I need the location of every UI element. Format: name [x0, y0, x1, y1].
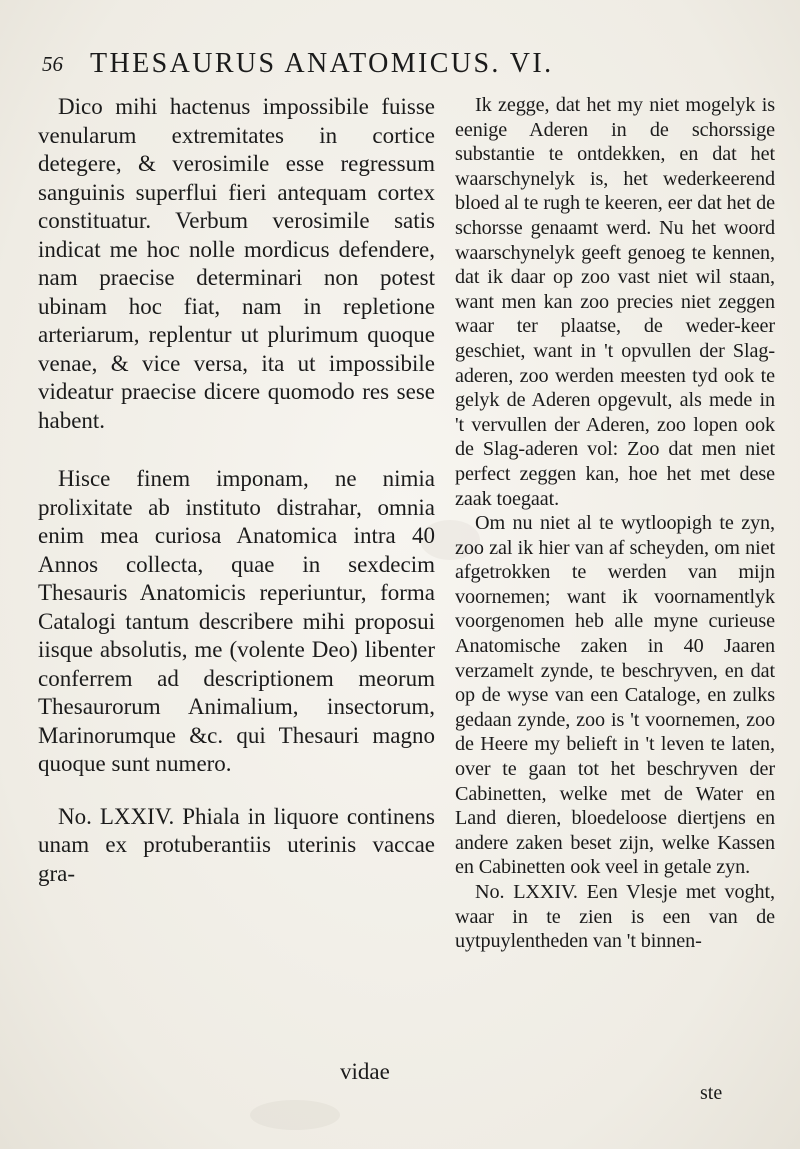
- running-title: THESAURUS ANATOMICUS. VI.: [90, 48, 554, 79]
- running-head: [30, 48, 790, 88]
- dutch-paragraph-1: Ik zegge, dat het my niet mogelyk is eenige Aderen in de schorssige substantie te ontdekken, en dat het waarschynelyk is, het wederkeerend bloed al te rugh te keeren, eer dat het de schorsse genaamt werd. Nu het woord waarschynelyk geeft genoeg te kennen, dat ik daar op zoo vast niet wil staan, want men kan zoo precies niet zeggen waar ter plaatse, de weder-keer geschiet, want in 't opvullen der Slag-aderen, zoo werden meesten tyd ook te gelyk de Aderen opgevult, als mede in 't vervullen der Aderen, zoo lopen ook de Slag-aderen vol: Zoo dat men niet perfect zeggen kan, hoe het met dese zaak toegaat.: [455, 94, 775, 510]
- paper-stain: [250, 1100, 340, 1130]
- latin-column: [38, 93, 435, 888]
- latin-paragraph-3: No. LXXIV. Phiala in liquore continens unam ex protuberantiis uterinis vaccae gra-: [38, 803, 435, 886]
- dutch-paragraph-3: No. LXXIV. Een Vlesje met voght, waar in te zien is een van de uytpuylentheden van 't binnen-: [455, 881, 775, 953]
- dutch-column: [455, 93, 775, 954]
- paragraph-spacer: [38, 779, 435, 803]
- dutch-catchword: ste: [700, 1082, 723, 1104]
- latin-catchword: vidae: [340, 1059, 390, 1084]
- dutch-paragraph-2: Om nu niet al te wytloopigh te zyn, zoo zal ik hier van af scheyden, om niet afgetrokken te werden van mijn voornemen; want ik voornamentlyk voorgenomen heb alle myne curieuse Anatomische zaken in 40 Jaaren verzamelt zynde, te beschryven, en dat op de wyse van een Cataloge, en zulks gedaan zynde, zoo is 't voornemen, zoo de Heere my belieft in 't leven te laten, over te gaan tot het beschryven der Cabinetten, welke met de Water en Land dieren, bloedeloose diertjens en andere zaken beset zijn, welke Kassen en Cabinetten ook veel in getale zyn.: [455, 512, 775, 879]
- latin-paragraph-1: Dico mihi hactenus impossibile fuisse venularum extremitates in cortice detegere, & verosimile esse regressum sanguinis superflui fieri antequam cortex constituatur. Verbum verosimile satis indicat me hoc nolle mordicus defendere, nam praecise determinari non potest ubinam hoc fiat, nam in repletione arteriarum, replentur ut plurimum quoque venae, & vice versa, ita ut impossibile videatur praecise dicere quomodo res sese habent.: [38, 94, 435, 433]
- page-number: 56: [42, 52, 63, 76]
- latin-paragraph-2: Hisce finem imponam, ne nimia prolixitate ab instituto distrahar, omnia enim mea curiosa Anatomica intra 40 Annos collecta, quae in sexdecim Thesauris Anatomicis reperiuntur, forma Catalogi tantum describere mihi proposui iisque absolutis, me (volente Deo) libenter conferrem ad descriptionem meorum Thesaurorum Animalium, insectorum, Marinorumque &c. qui Thesauri magno quoque sunt numero.: [38, 466, 435, 776]
- paragraph-spacer: [38, 435, 435, 465]
